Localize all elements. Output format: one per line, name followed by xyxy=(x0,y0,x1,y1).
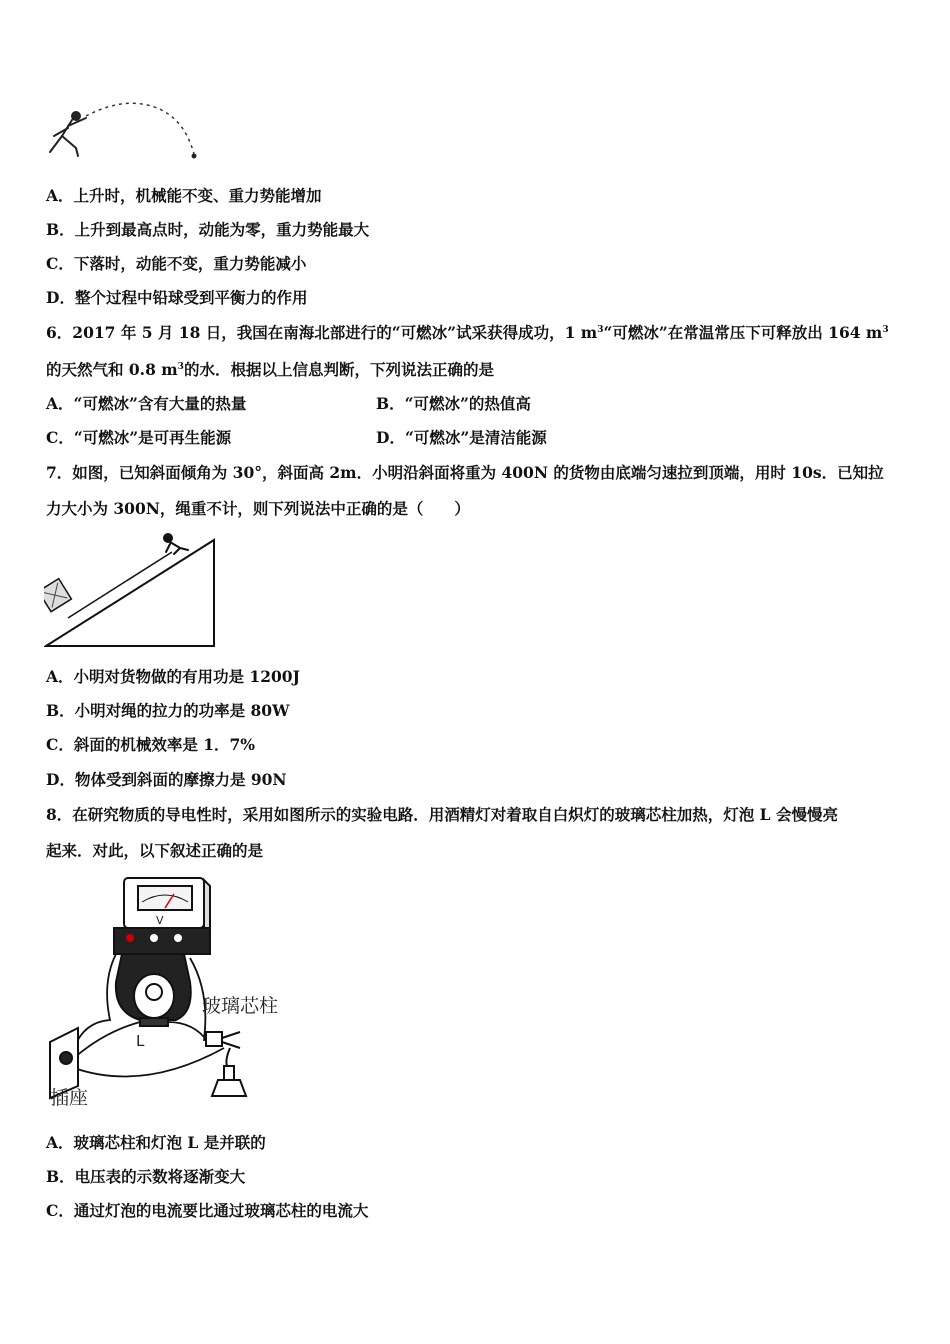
q7-option-b[interactable]: B．小明对绳的拉力的功率是 80W xyxy=(46,701,290,720)
q5-option-d[interactable]: D．整个过程中铅球受到平衡力的作用 xyxy=(46,288,308,307)
q6-option-b[interactable]: B．“可燃冰”的热值高 xyxy=(376,394,531,413)
q6-stem-line1: 6．2017 年 5 月 18 日，我国在南海北部进行的“可燃冰”试采获得成功，1 $m^3“$可燃冰”在常温常压下可释放出 164 $m^3$ xyxy=(46,323,889,342)
q6-option-c[interactable]: C．“可燃冰”是可再生能源 xyxy=(46,428,232,447)
q8-option-a[interactable]: A．玻璃芯柱和灯泡 L 是并联的 xyxy=(46,1133,266,1152)
q5-option-c[interactable]: C．下落时，动能不变，重力势能减小 xyxy=(46,254,307,273)
meter-label: V xyxy=(156,914,164,927)
q7-stem-line2: 力大小为 300N，绳重不计，则下列说法中正确的是（ ） xyxy=(46,499,470,518)
q7-option-c[interactable]: C．斜面的机械效率是 1．7% xyxy=(46,735,256,754)
q8-stem-line2: 起来．对此，以下叙述正确的是 xyxy=(46,841,264,860)
q7-stem-line1: 7．如图，已知斜面倾角为 30°，斜面高 2m．小明沿斜面将重为 400N 的货物由底端匀速拉到顶端，用时 10s．已知拉 xyxy=(46,463,884,482)
incline-figure xyxy=(44,530,218,650)
q5-option-a[interactable]: A．上升时，机械能不变、重力势能增加 xyxy=(46,186,322,205)
q8-option-c[interactable]: C．通过灯泡的电流要比通过玻璃芯柱的电流大 xyxy=(46,1201,369,1220)
q6-stem-line2: 的天然气和 0.8 $m^3$的水．根据以上信息判断，下列说法正确的是 xyxy=(46,360,494,379)
shot-put-figure xyxy=(42,96,212,166)
q8-stem-line1: 8．在研究物质的导电性时，采用如图所示的实验电路．用酒精灯对着取自白炽灯的玻璃芯柱加热，灯泡 L 会慢慢亮 xyxy=(46,805,838,824)
circuit-figure xyxy=(44,872,304,1112)
glass-core-label: 玻璃芯柱 xyxy=(202,995,279,1017)
q8-option-b[interactable]: B．电压表的示数将逐渐变大 xyxy=(46,1167,246,1186)
q7-option-d[interactable]: D．物体受到斜面的摩擦力是 90N xyxy=(46,770,287,789)
socket-label: 插座 xyxy=(50,1087,89,1109)
q5-option-b[interactable]: B．上升到最高点时，动能为零，重力势能最大 xyxy=(46,220,370,239)
q7-option-a[interactable]: A．小明对货物做的有用功是 1200J xyxy=(46,667,300,686)
lamp-label: L xyxy=(136,1032,145,1050)
q6-option-a[interactable]: A．“可燃冰”含有大量的热量 xyxy=(46,394,247,413)
q6-option-d[interactable]: D．“可燃冰”是清洁能源 xyxy=(376,428,547,447)
